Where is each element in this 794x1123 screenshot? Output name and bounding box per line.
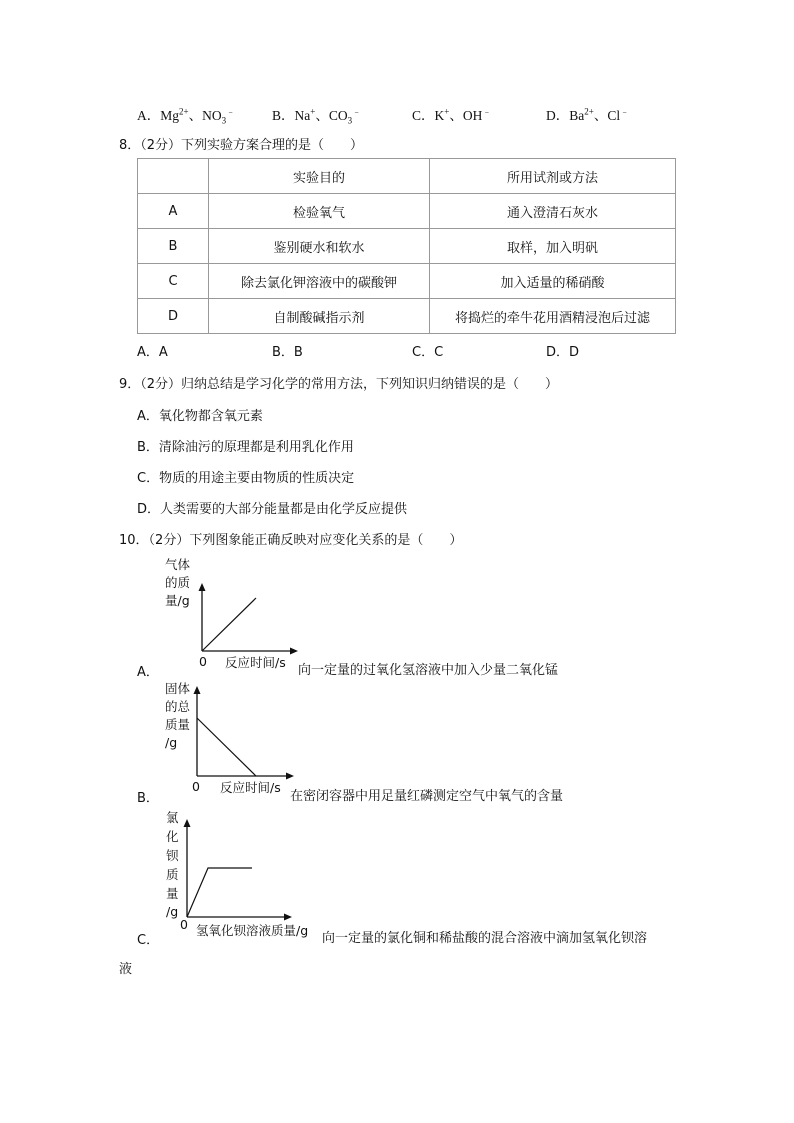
table-header-cell: 所用试剂或方法 xyxy=(430,159,676,194)
q8-stem: 8．（2分）下列实验方案合理的是（ ） xyxy=(119,138,364,153)
q9-stem: 9．（2分）归纳总结是学习化学的常用方法，下列知识归纳错误的是（ ） xyxy=(119,377,559,392)
graph-c-origin: 0 xyxy=(180,917,188,932)
q10-option-a-caption: 向一定量的过氧化氢溶液中加入少量二氧化锰 xyxy=(298,663,559,678)
table-cell: A xyxy=(138,194,209,229)
graph-c-ylabel: /g xyxy=(166,904,179,919)
graph-b-x-arrow xyxy=(286,773,294,780)
q7-option-d: D．$Ba^{2+}$、Cl﹣ xyxy=(546,106,630,124)
q10-stem: 10．（2分）下列图象能正确反映对应变化关系的是（ ） xyxy=(119,533,463,548)
graph-b-ylabel: /g xyxy=(165,735,178,750)
graph-c-ylabel: 质 xyxy=(166,867,179,882)
q8-table xyxy=(137,158,676,334)
q9-option-d: D．人类需要的大部分能量都是由化学反应提供 xyxy=(137,502,408,517)
table-header-cell: 实验目的 xyxy=(209,159,430,194)
q9-option-b: B．清除油污的原理都是利用乳化作用 xyxy=(137,440,354,455)
graph-b xyxy=(160,678,300,800)
graph-a-y-arrow xyxy=(199,583,206,591)
table-header-row xyxy=(138,159,676,194)
graph-b-ylabel: 的总 xyxy=(165,699,191,714)
table-cell: 检验氧气 xyxy=(209,194,430,229)
graph-c-ylabel: 化 xyxy=(166,829,179,844)
q10-option-c-label: C． xyxy=(137,933,160,948)
q9-option-a: A．氧化物都含氧元素 xyxy=(137,409,263,424)
graph-a-origin: 0 xyxy=(199,654,207,669)
table-cell: 加入适量的稀硝酸 xyxy=(430,264,676,299)
q10-option-c-caption: 向一定量的氯化铜和稀盐酸的混合溶液中滴加氢氧化钡溶 xyxy=(322,931,648,946)
table-row xyxy=(138,229,676,264)
q10-option-c-caption-wrap: 液 xyxy=(119,962,133,977)
graph-c-xlabel: 氢氧化钡溶液质量/g xyxy=(196,923,309,938)
graph-a-curve xyxy=(202,598,256,651)
graph-b-ylabel: 质量 xyxy=(165,717,191,732)
table-cell: 将捣烂的牵牛花用酒精浸泡后过滤 xyxy=(430,299,676,334)
table-cell: B xyxy=(138,229,209,264)
table-cell: 除去氯化钾溶液中的碳酸钾 xyxy=(209,264,430,299)
table-row xyxy=(138,194,676,229)
table-cell: 取样，加入明矾 xyxy=(430,229,676,264)
graph-a-x-arrow xyxy=(290,648,298,655)
q10-option-b-label: B． xyxy=(137,791,159,806)
graph-b-curve xyxy=(197,718,256,776)
graph-c-x-arrow xyxy=(284,914,292,921)
graph-a-ylabel: 气体 xyxy=(165,557,191,572)
graph-c xyxy=(160,806,325,946)
q8-option-b: B．B xyxy=(272,345,303,360)
table-cell: C xyxy=(138,264,209,299)
q10-option-a-label: A． xyxy=(137,665,159,680)
graph-a-ylabel: 的质 xyxy=(165,575,191,590)
table-header-cell xyxy=(138,159,209,194)
table-row xyxy=(138,264,676,299)
graph-c-ylabel: 钡 xyxy=(166,848,179,863)
graph-c-y-arrow xyxy=(184,819,191,827)
table-cell: 通入澄清石灰水 xyxy=(430,194,676,229)
graph-c-ylabel: 氯 xyxy=(166,810,179,825)
q7-option-c: C．K+、OH﹣ xyxy=(412,106,492,124)
table-cell: 鉴别硬水和软水 xyxy=(209,229,430,264)
graph-b-origin: 0 xyxy=(192,779,200,794)
graph-b-xlabel: 反应时间/s xyxy=(220,780,281,795)
table-cell: 自制酸碱指示剂 xyxy=(209,299,430,334)
graph-b-y-arrow xyxy=(194,686,201,694)
q8-option-a: A．A xyxy=(137,345,168,360)
table-row xyxy=(138,299,676,334)
graph-b-ylabel: 固体 xyxy=(165,681,191,696)
graph-a-ylabel: 量/g xyxy=(165,593,190,608)
q9-option-c: C．物质的用途主要由物质的性质决定 xyxy=(137,471,355,486)
q10-option-b-caption: 在密闭容器中用足量红磷测定空气中氧气的含量 xyxy=(290,789,564,804)
q8-option-c: C．C xyxy=(412,345,444,360)
graph-c-curve xyxy=(187,868,252,917)
table-cell: D xyxy=(138,299,209,334)
graph-a xyxy=(160,555,300,673)
graph-c-ylabel: 量 xyxy=(166,886,179,901)
q8-option-d: D．D xyxy=(546,345,580,360)
q7-option-b: B．Na+、$CO_3^﹣$ xyxy=(272,106,362,126)
q7-option-a: A．$Mg^{2+}$、$NO_3^﹣$ xyxy=(137,106,236,126)
graph-a-xlabel: 反应时间/s xyxy=(225,655,286,670)
